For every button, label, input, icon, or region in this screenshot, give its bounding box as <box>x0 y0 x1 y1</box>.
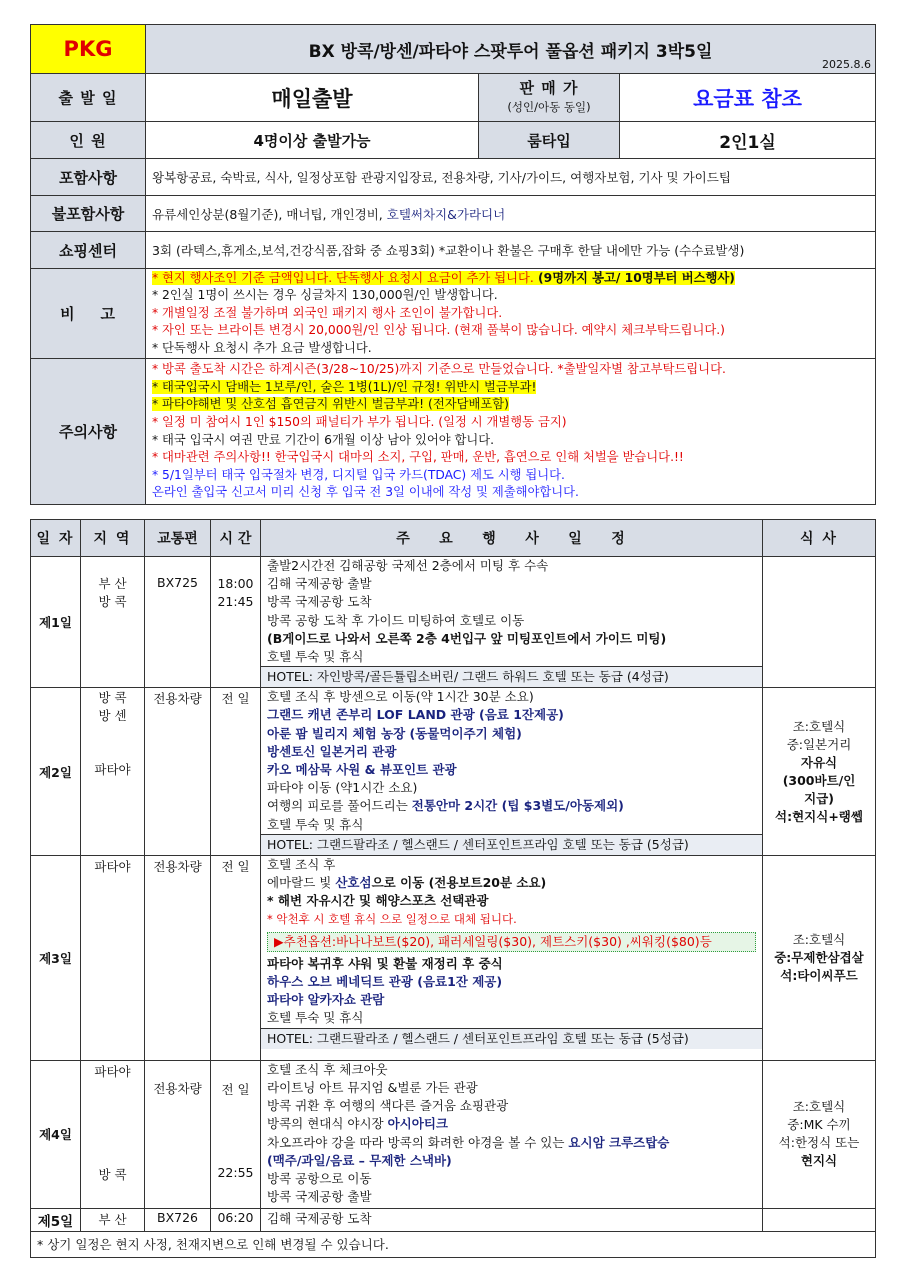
shopping-value: 3회 (라텍스,휴게소,보석,건강식품,잡화 중 쇼핑3회) *교환이나 환불은 구매후 한달 내에만 가능 (수수료발생) <box>146 232 876 269</box>
schedule-row-day1 <box>31 557 876 688</box>
caution-line: 온라인 출입국 신고서 미리 신청 후 입국 전 3일 이내에 작성 및 제출해야합니다. <box>152 485 579 500</box>
time: 22:55 <box>217 1164 254 1180</box>
room-label: 룸타입 <box>479 122 620 159</box>
schedule-table <box>30 519 876 1258</box>
activity: 차오프라야 강을 따라 방콕의 화려한 야경을 볼 수 있는 <box>267 1134 569 1150</box>
activity: 호텔 투숙 및 휴식 <box>267 649 364 665</box>
itinerary-cell <box>261 855 763 1060</box>
activity-highlight: 아시아티크 <box>387 1116 448 1132</box>
remark-line: * 개별일정 조절 불가하며 외국인 패키지 행사 조인이 불가합니다. <box>152 305 503 320</box>
people-value: 4명이상 출발가능 <box>146 122 479 159</box>
activity: 호텔 조식 후 <box>267 856 336 872</box>
hotel-info: HOTEL: 그랜드팔라조 / 헬스랜드 / 센터포인트프라임 호텔 또는 동급 (5성급) <box>261 834 762 855</box>
meal-item: 조:호텔식 <box>792 931 846 947</box>
day-label: 제5일 <box>31 1208 81 1231</box>
meal-item: 석:타이씨푸드 <box>780 967 858 983</box>
caution-line: * 5/1일부터 태국 입국절차 변경, 디지털 입국 카드(TDAC) 제도 시행 됩니다. <box>152 467 565 482</box>
caution-line: * 태국 입국시 여권 만료 기간이 6개월 이상 남아 있어야 합니다. <box>152 432 495 447</box>
transport: 전용차량 <box>145 855 211 1060</box>
transport: 전용차량 <box>145 1060 211 1208</box>
cautions-label: 주의사항 <box>31 359 146 505</box>
schedule-row-day3 <box>31 855 876 1060</box>
meal-item: 중:MK 수끼 <box>787 1117 851 1133</box>
footer-note: * 상기 일정은 현지 사정, 천재지변으로 인해 변경될 수 있습니다. <box>31 1231 876 1257</box>
region: 방 센 <box>98 708 127 724</box>
activity: 호텔 투숙 및 휴식 <box>267 816 364 832</box>
cautions-list <box>146 359 876 505</box>
activity: * 악천후 시 호텔 휴식 으로 일정으로 대체 됩니다. <box>267 912 517 927</box>
schedule-row-day2 <box>31 688 876 856</box>
activity: (B게이드로 나와서 오른쪽 2층 4번입구 앞 미팅포인트에서 가이드 미팅) <box>267 630 667 646</box>
remark-line: (9명까지 봉고/ 10명부터 버스행사) <box>533 270 735 285</box>
excluded-value-cell <box>146 196 876 232</box>
package-title-cell <box>146 25 876 74</box>
activity: 카오 메삼묵 사원 & 뷰포인트 관광 <box>267 762 457 778</box>
col-header-time: 시 간 <box>211 520 261 557</box>
meal-item: (300바트/인 <box>782 772 856 788</box>
hotel-info: HOTEL: 자인방콕/골든튤립소버린/ 그랜드 하워드 호텔 또는 동급 (4성급) <box>261 666 762 687</box>
region: 파타야 <box>81 855 145 1060</box>
price-label-cell <box>479 74 620 122</box>
region: 방 콕 <box>98 690 127 706</box>
caution-line: * 방콕 출도착 시간은 하계시즌(3/28~10/25)까지 기준으로 만들었습니다. *출발일자별 참고부탁드립니다. <box>152 362 726 377</box>
activity: 방콕 공항으로 이동 <box>267 1171 372 1187</box>
meal-cell <box>763 688 876 856</box>
schedule-row-day4 <box>31 1060 876 1208</box>
people-label: 인 원 <box>31 122 146 159</box>
meal-cell <box>763 557 876 688</box>
activity: 김해 국제공항 출발 <box>267 576 372 592</box>
transport: BX726 <box>145 1208 211 1231</box>
itinerary-cell <box>261 557 763 688</box>
meal-item: 석:한정식 또는 <box>778 1135 860 1151</box>
meal-item: 중:무제한삼겹살 <box>774 949 864 965</box>
hotel-info: HOTEL: 그랜드팔라조 / 헬스랜드 / 센터포인트프라임 호텔 또는 동급 (5성급) <box>261 1028 762 1049</box>
activity: 방콕 귀환 후 여행의 색다른 즐거움 쇼핑관광 <box>267 1098 509 1114</box>
activity: 방콕 공항 도착 후 가이드 미팅하여 호텔로 이동 <box>267 612 525 628</box>
included-label: 포함사항 <box>31 159 146 196</box>
remarks-label: 비 고 <box>31 269 146 359</box>
activity: 으로 이동 (전용보트20분 소요) <box>371 875 547 891</box>
meal-item: 석:현지식+랭쎕 <box>775 808 863 824</box>
meal-cell <box>763 1060 876 1208</box>
remark-line: * 자인 또는 브라이튼 변경시 20,000원/인 인상 됩니다. (현재 풀북이 많습니다. 예약시 체크부탁드립니다.) <box>152 323 725 338</box>
day-label: 제1일 <box>31 557 81 688</box>
itinerary-cell <box>261 1060 763 1208</box>
package-info-table <box>30 24 876 505</box>
shopping-label: 쇼핑센터 <box>31 232 146 269</box>
activity: 방콕의 현대식 야시장 <box>267 1116 388 1132</box>
activity-highlight: 산호섬 <box>335 875 372 891</box>
region: 파타야 <box>94 1063 131 1079</box>
meal-item: 자유식 <box>800 754 838 770</box>
price-label: 판 매 가 <box>519 78 579 97</box>
time: 18:00 21:45 <box>211 557 261 688</box>
price-sublabel: (성인/아동 동일) <box>507 99 591 114</box>
pkg-badge: PKG <box>31 25 146 74</box>
activity: 호텔 투숙 및 휴식 <box>267 1010 364 1026</box>
col-header-day: 일 자 <box>31 520 81 557</box>
meal-item: 지급) <box>804 790 834 806</box>
departure-value: 매일출발 <box>146 74 479 122</box>
departure-label: 출 발 일 <box>31 74 146 122</box>
package-title: BX 방콕/방센/파타야 스팟투어 풀옵션 패키지 3박5일 <box>308 41 713 62</box>
caution-line: * 파타야해변 및 산호섬 흡연금지 위반시 벌금부과! (전자담배포함) <box>152 397 509 412</box>
activity: 파타야 알카자쇼 관람 <box>267 992 385 1008</box>
activity: 그랜드 캐년 존부리 LOF LAND 관광 (음료 1잔제공) <box>267 707 564 723</box>
issue-date: 2025.8.6 <box>822 58 872 71</box>
activity: 라이트닝 아트 뮤지엄 &벌룬 가든 관광 <box>267 1080 478 1096</box>
col-header-region: 지 역 <box>81 520 145 557</box>
caution-line: * 태국입국시 담배는 1보루/인, 술은 1병(1L)/인 규정! 위반시 벌금부과! <box>152 379 537 394</box>
activity: 파타야 복귀후 샤워 및 환불 재정리 후 중식 <box>267 955 503 971</box>
col-header-itinerary: 주 요 행 사 일 정 <box>261 520 763 557</box>
meal-cell <box>763 855 876 1060</box>
activity-highlight: 요시암 크루즈탑승 <box>568 1134 670 1150</box>
activity: 하우스 오브 베네딕트 관광 (음료1잔 제공) <box>267 974 503 990</box>
meal-cell <box>763 1208 876 1231</box>
region-cell <box>81 688 145 856</box>
caution-line: * 일정 미 참여시 1인 $150의 패널티가 부가 됩니다. (일정 시 개별행동 금지) <box>152 414 567 429</box>
activity-highlight: 전통안마 2시간 (팁 $3별도/아동제외) <box>411 798 624 814</box>
activity: 에마랄드 빛 <box>267 875 336 891</box>
excluded-value-hotel: 호텔써차지&가라디너 <box>386 206 506 222</box>
region: 파타야 <box>94 762 131 778</box>
schedule-row-day5 <box>31 1208 876 1231</box>
day-label: 제4일 <box>31 1060 81 1208</box>
day-label: 제3일 <box>31 855 81 1060</box>
itinerary-cell <box>261 688 763 856</box>
region: 방 콕 <box>98 1166 127 1182</box>
time: 06:20 <box>211 1208 261 1231</box>
remark-line: * 2인실 1명이 쓰시는 경우 싱글차지 130,000원/인 발생합니다. <box>152 288 498 303</box>
time: 전 일 <box>211 855 261 1060</box>
time: 전 일 <box>221 1081 250 1097</box>
remark-line: * 단독행사 요청시 추가 요금 발생합니다. <box>152 340 372 355</box>
region-cell <box>81 1060 145 1208</box>
time-cell <box>211 1060 261 1208</box>
activity: 김해 국제공항 도착 <box>261 1208 763 1231</box>
remark-line: * 현지 행사조인 기준 금액입니다. 단독행사 요청시 요금이 추가 됩니다. <box>152 270 534 285</box>
transport: BX725 <box>145 557 211 688</box>
transport: 전용차량 <box>145 688 211 856</box>
col-header-meal: 식 사 <box>763 520 876 557</box>
excluded-label: 불포함사항 <box>31 196 146 232</box>
meal-item: 현지식 <box>800 1153 838 1169</box>
day-label: 제2일 <box>31 688 81 856</box>
meal-item: 중:일본거리 <box>786 736 852 752</box>
room-value: 2인1실 <box>620 122 876 159</box>
time: 전 일 <box>211 688 261 856</box>
remarks-list <box>146 269 876 359</box>
region: 부 산 방 콕 <box>81 557 145 688</box>
price-value: 요금표 참조 <box>620 74 876 122</box>
meal-item: 조:호텔식 <box>792 1099 846 1115</box>
caution-line: * 대마관련 주의사항!! 한국입국시 대마의 소지, 구입, 판매, 운반, 흡연으로 인해 처벌을 받습니다.!! <box>152 450 684 465</box>
meal-item: 조:호텔식 <box>792 718 846 734</box>
activity: 아룬 팜 빌리지 체험 농장 (동물먹이주기 체험) <box>267 725 522 741</box>
activity: 방콕 국제공항 출발 <box>267 1189 372 1205</box>
col-header-transport: 교통편 <box>145 520 211 557</box>
included-value: 왕복항공료, 숙박료, 식사, 일정상포함 관광지입장료, 전용차량, 기사/가이드, 여행자보험, 기사 및 가이드팁 <box>146 159 876 196</box>
activity: 호텔 조식 후 방센으로 이동(약 1시간 30분 소요) <box>267 689 534 705</box>
activity: 출발2시간전 김해공항 국제선 2층에서 미팅 후 수속 <box>267 558 549 573</box>
activity: (맥주/과일/음료 – 무제한 스낵바) <box>267 1152 452 1168</box>
activity: 방센토신 일본거리 관광 <box>267 743 397 759</box>
activity: 방콕 국제공항 도착 <box>267 594 372 610</box>
region: 부 산 <box>81 1208 145 1231</box>
activity: 파타야 이동 (약1시간 소요) <box>267 780 418 796</box>
activity: 호텔 조식 후 체크아웃 <box>267 1061 388 1077</box>
recommended-options-box: ▶추천옵션:바나나보트($20), 패러세일링($30), 제트스키($30) ,씨워킹($80)등 <box>267 932 756 952</box>
excluded-value: 유류세인상분(8월기준), 매너팁, 개인경비, <box>152 206 387 222</box>
activity: * 해변 자유시간 및 해양스포츠 선택관광 <box>267 893 489 909</box>
activity: 여행의 피로를 풀어드리는 <box>267 798 412 814</box>
